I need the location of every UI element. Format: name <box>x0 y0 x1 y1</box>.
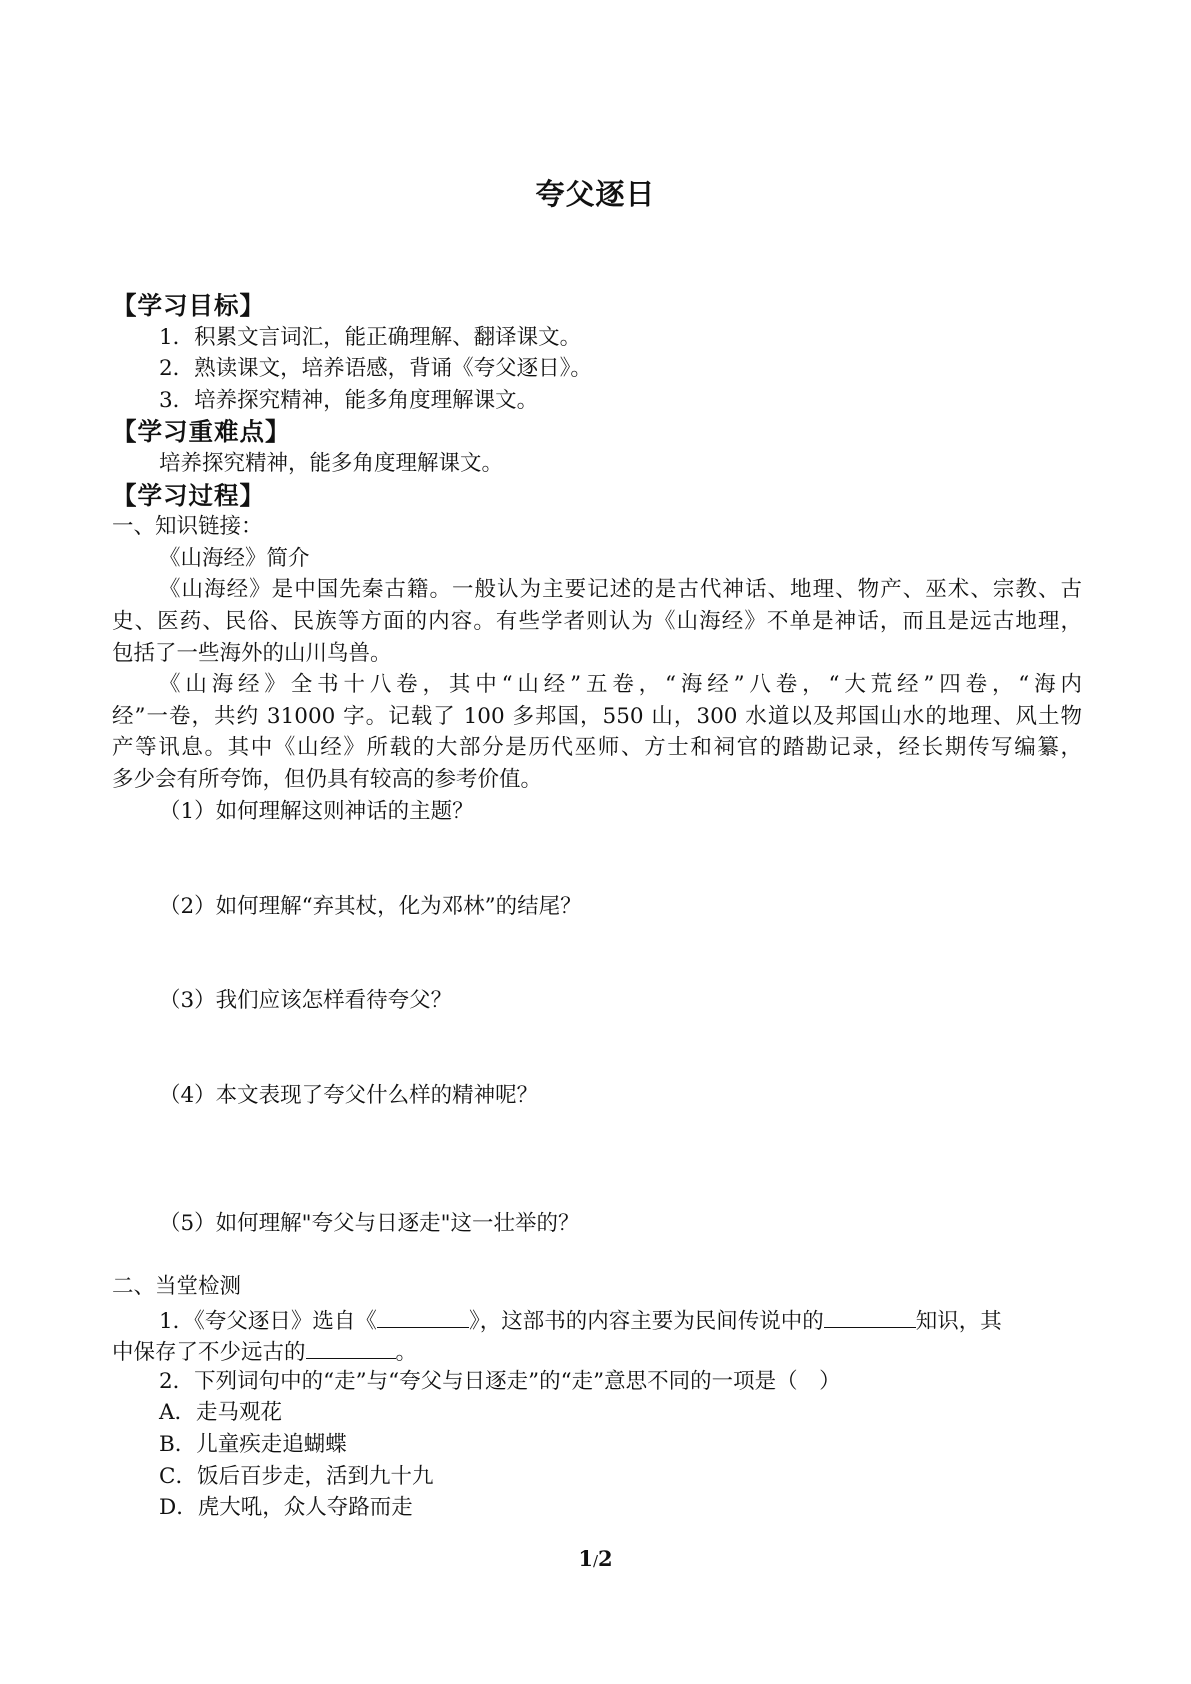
q1-text-c: 知识，其 <box>915 1308 1002 1334</box>
question-3: （3）我们应该怎样看待夸父？ <box>159 987 453 1013</box>
fill-blank-ancient[interactable] <box>306 1334 396 1359</box>
q1-text-d: 中保存了不少远古的 <box>112 1340 306 1366</box>
intro-paragraph-line: 史、医药、民俗、民族等方面的内容。有些学者则认为《山海经》不单是神话，而且是远古地理， <box>112 608 1082 634</box>
question-4: （4）本文表现了夸父什么样的精神呢？ <box>159 1083 539 1109</box>
option-d: D．虎大吼，众人夺路而走 <box>159 1495 413 1521</box>
test-section-title: 二、当堂检测 <box>112 1274 242 1300</box>
intro-paragraph-line: 《山海经》全书十八卷，其中“山经”五卷，“海经”八卷，“大荒经”四卷，“海内 <box>159 672 1082 698</box>
page-total: 2 <box>598 1546 613 1571</box>
option-b: B．儿童疾走追蝴蝶 <box>159 1432 347 1458</box>
intro-paragraph-line: 多少会有所夸饰，但仍具有较高的参考价值。 <box>112 766 543 792</box>
objective-item: 2．熟读课文，培养语感，背诵《夸父逐日》。 <box>159 356 592 382</box>
key-points-heading: 【学习重难点】 <box>112 417 291 447</box>
blank-line <box>112 1239 1082 1271</box>
q1-text-b: 》，这部书的内容主要为民间传说中的 <box>468 1308 824 1334</box>
intro-paragraph-line: 产等讯息。其中《山经》所载的大部分是历代巫师、方士和祠官的踏勘记录，经长期传写编纂， <box>112 735 1082 761</box>
question-5: （5）如何理解"夸父与日逐走"这一壮举的？ <box>159 1210 580 1236</box>
option-c: C．饭后百步走，活到九十九 <box>159 1463 434 1489</box>
fill-blank-book[interactable] <box>377 1303 469 1328</box>
knowledge-link-title: 一、知识链接： <box>112 514 263 540</box>
page-current: 1 <box>578 1546 593 1571</box>
option-a: A．走马观花 <box>159 1400 283 1426</box>
page-separator: / <box>592 1552 599 1570</box>
test-question-1-line-2 <box>112 1334 1082 1366</box>
q1-text-e: 。 <box>395 1340 418 1366</box>
objective-item: 3．培养探究精神，能多角度理解课文。 <box>159 387 539 413</box>
document-body <box>112 290 1082 1524</box>
answer-space <box>112 1112 1082 1208</box>
test-question-2: 2．下列词句中的“走”与“夸父与日逐走”的“走”意思不同的一项是（ ） <box>159 1368 841 1394</box>
answer-space <box>112 1016 1082 1080</box>
answer-space <box>112 923 1082 985</box>
test-question-1-line-1 <box>112 1303 1082 1335</box>
objectives-heading: 【学习目标】 <box>112 291 265 320</box>
answer-space <box>112 827 1082 891</box>
intro-paragraph-line: 《山海经》是中国先秦古籍。一般认为主要记述的是古代神话、地理、物产、巫术、宗教、古 <box>159 577 1082 603</box>
question-2: （2）如何理解“弃其杖，化为邓林”的结尾？ <box>159 894 582 920</box>
intro-paragraph-line: 包括了一些海外的山川鸟兽。 <box>112 640 392 666</box>
key-points-text: 培养探究精神，能多角度理解课文。 <box>159 450 504 476</box>
intro-title: 《山海经》简介 <box>159 545 310 571</box>
objective-item: 1．积累文言词汇，能正确理解、翻译课文。 <box>159 324 582 350</box>
fill-blank-knowledge[interactable] <box>824 1303 916 1328</box>
document-title: 夸父逐日 <box>535 177 656 211</box>
question-1: （1）如何理解这则神话的主题？ <box>159 798 474 824</box>
page-number <box>0 1546 1191 1571</box>
process-heading: 【学习过程】 <box>112 480 265 510</box>
q1-text-a: 1．《夸父逐日》选自《 <box>159 1308 377 1334</box>
intro-paragraph-line: 经”一卷，共约 31000 字。记载了 100 多邦国，550 山，300 水道以及邦国山水的地理、风土物 <box>112 703 1082 729</box>
